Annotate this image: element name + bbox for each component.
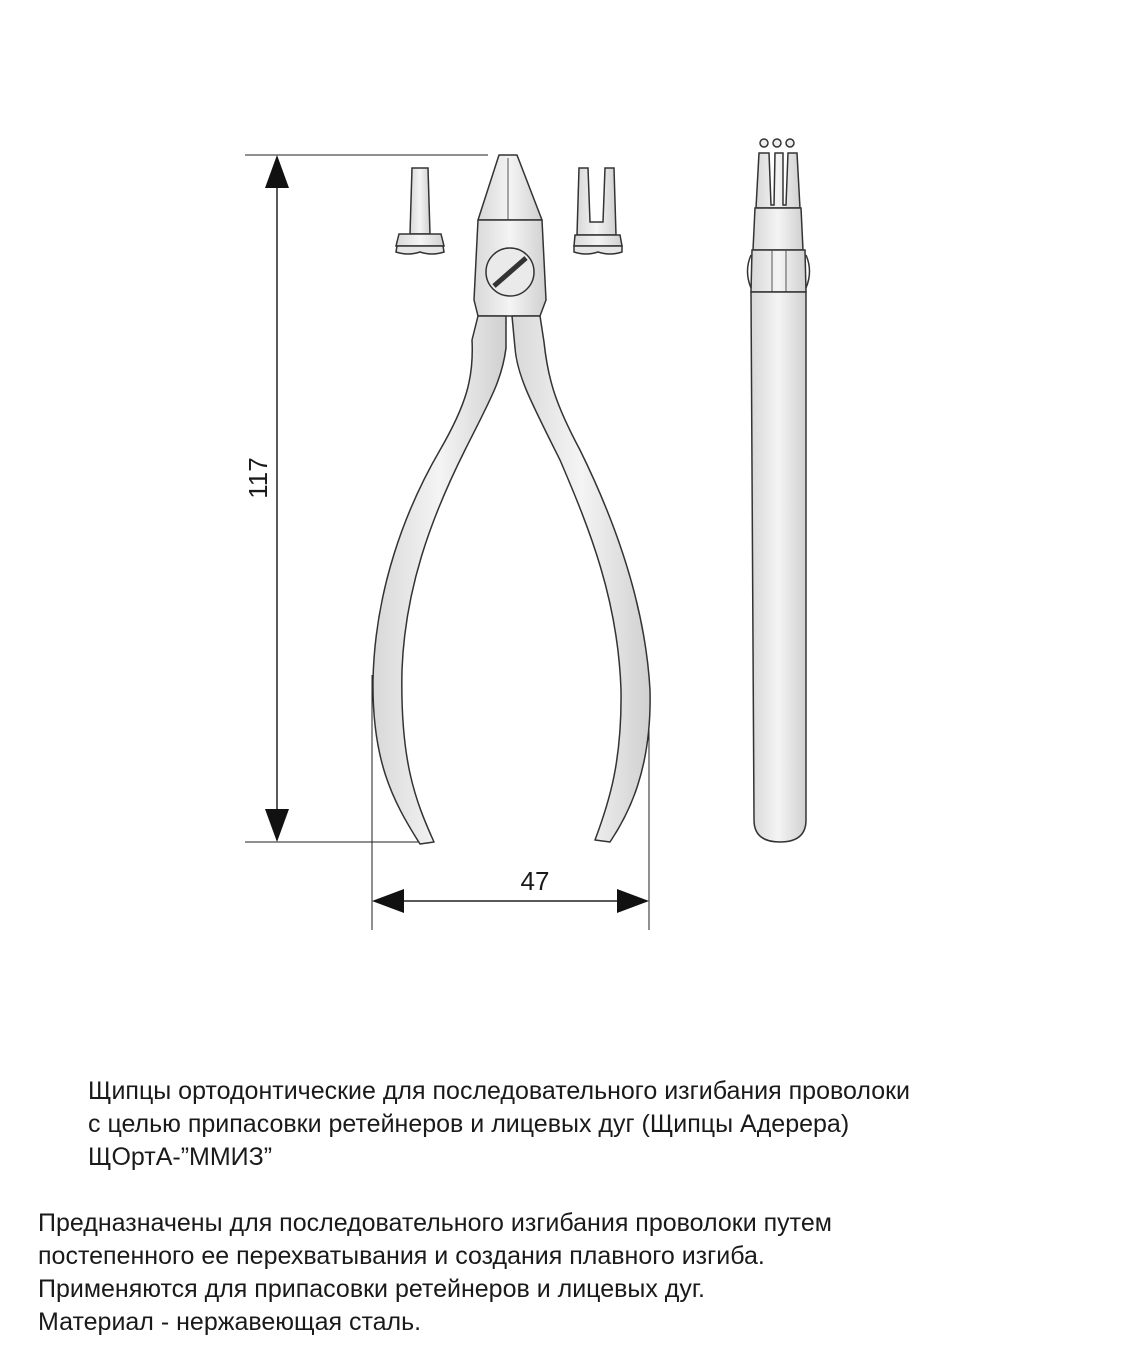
pliers-side-view xyxy=(748,139,810,842)
title-line-2: с целью припасовки ретейнеров и лицевых дуг (Щипцы Адерера) xyxy=(88,1110,850,1138)
width-arrow-right xyxy=(617,889,649,913)
tip-detail-single xyxy=(396,168,444,254)
pliers-jaw-tip xyxy=(478,155,542,220)
side-view-collar xyxy=(753,208,803,250)
tip-profile-dot-2 xyxy=(773,139,781,147)
description-line-2: постепенного ее перехватывания и создания плавного изгиба. xyxy=(38,1242,765,1270)
pliers-front-view xyxy=(373,155,650,844)
tip-profile-dot-3 xyxy=(786,139,794,147)
title-line-1: Щипцы ортодонтические для последовательного изгибания проволоки xyxy=(88,1077,911,1105)
height-dimension xyxy=(243,155,488,842)
description-line-1: Предназначены для последовательного изгибания проволоки путем xyxy=(38,1209,832,1237)
height-arrow-top xyxy=(265,155,289,188)
product-title xyxy=(88,1075,1098,1174)
height-arrow-bottom xyxy=(265,809,289,842)
product-description xyxy=(38,1207,1098,1339)
height-dimension-label: 117 xyxy=(243,457,273,499)
width-arrow-left xyxy=(372,889,404,913)
width-dimension-label: 47 xyxy=(520,866,550,896)
tip-detail-fork xyxy=(574,168,622,254)
pliers-right-handle xyxy=(512,316,650,842)
side-view-joint xyxy=(751,250,806,292)
description-line-3: Применяются для припасовки ретейнеров и лицевых дуг. xyxy=(38,1275,705,1303)
description-line-4: Материал - нержавеющая сталь. xyxy=(38,1308,422,1336)
title-line-3: ЩОртА-”ММИЗ” xyxy=(88,1143,273,1171)
side-view-tips xyxy=(756,153,800,208)
tip-profile-dot-1 xyxy=(760,139,768,147)
pliers-left-handle xyxy=(373,316,506,844)
side-view-handle xyxy=(751,292,806,842)
